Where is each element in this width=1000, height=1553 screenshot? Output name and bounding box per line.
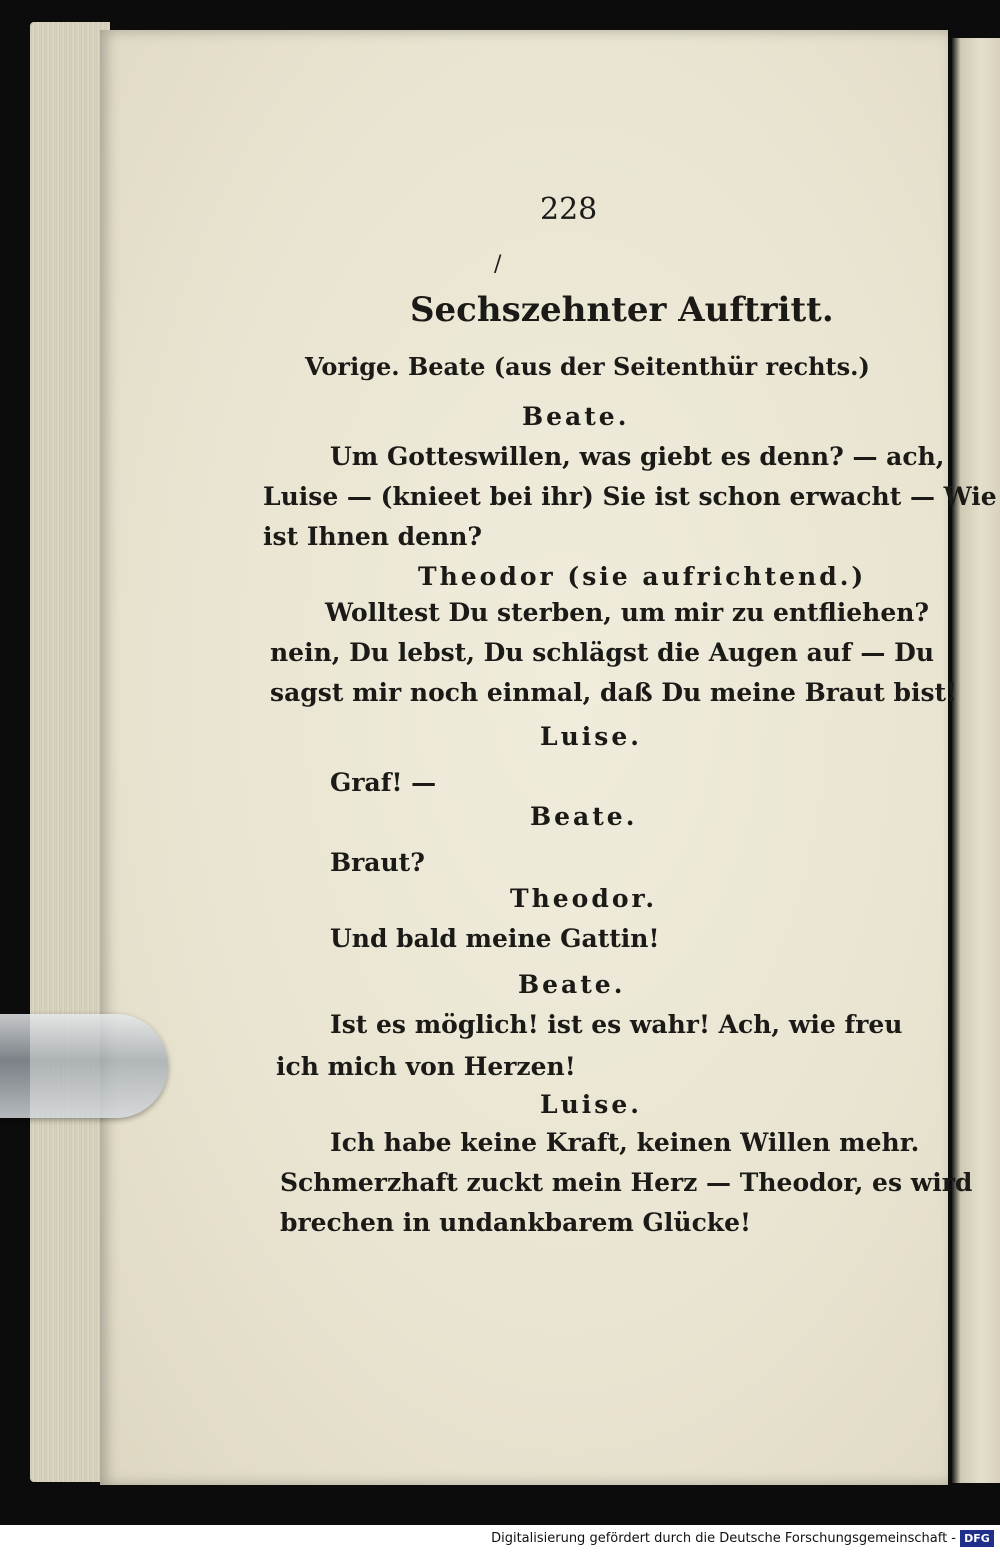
funding-credit: Digitalisierung gefördert durch die Deutsche Forschungsgemeinschaft - xyxy=(491,1531,956,1546)
speaker-label: Luise. xyxy=(540,1090,642,1119)
book-page-edges xyxy=(30,22,110,1482)
page-number: 228 xyxy=(540,192,598,227)
speaker-label: Theodor. xyxy=(510,884,658,913)
dialogue-line: sagst mir noch einmal, daß Du meine Braut bist! xyxy=(270,678,958,707)
dialogue-line: Wolltest Du sterben, um mir zu entfliehen? xyxy=(325,598,930,627)
speaker-label: Beate. xyxy=(530,802,638,831)
speaker-label: Luise. xyxy=(540,722,642,751)
dialogue-line: Um Gotteswillen, was giebt es denn? — ach, xyxy=(330,442,945,471)
dialogue-line: ich mich von Herzen! xyxy=(276,1052,576,1081)
pencil-mark: / xyxy=(494,252,502,277)
dialogue-line: Braut? xyxy=(330,848,425,877)
speaker-label: Theodor (sie aufrichtend.) xyxy=(418,562,867,591)
dialogue-line: Schmerzhaft zuckt mein Herz — Theodor, es wird xyxy=(280,1168,973,1197)
dfg-logo-icon: DFG xyxy=(960,1530,994,1547)
glass-page-holder xyxy=(0,1014,168,1118)
book-page xyxy=(100,30,948,1485)
dialogue-line: ist Ihnen denn? xyxy=(263,522,483,551)
dialogue-line: Ich habe keine Kraft, keinen Willen mehr. xyxy=(330,1128,920,1157)
cast-line: Vorige. Beate (aus der Seitenthür rechts.) xyxy=(305,352,870,381)
dialogue-line: nein, Du lebst, Du schlägst die Augen auf — Du xyxy=(270,638,934,667)
dialogue-line: Luise — (knieet bei ihr) Sie ist schon erwacht — Wie xyxy=(263,482,997,511)
footer-bar xyxy=(0,1525,1000,1553)
scene-heading: Sechszehnter Auftritt. xyxy=(410,290,834,330)
speaker-label: Beate. xyxy=(518,970,626,999)
dialogue-line: Graf! — xyxy=(330,768,437,797)
speaker-label: Beate. xyxy=(522,402,630,431)
dialogue-line: Und bald meine Gattin! xyxy=(330,924,660,953)
facing-page-edge xyxy=(952,38,1000,1483)
dialogue-line: Ist es möglich! ist es wahr! Ach, wie freu xyxy=(330,1010,903,1039)
dialogue-line: brechen in undankbarem Glücke! xyxy=(280,1208,752,1237)
